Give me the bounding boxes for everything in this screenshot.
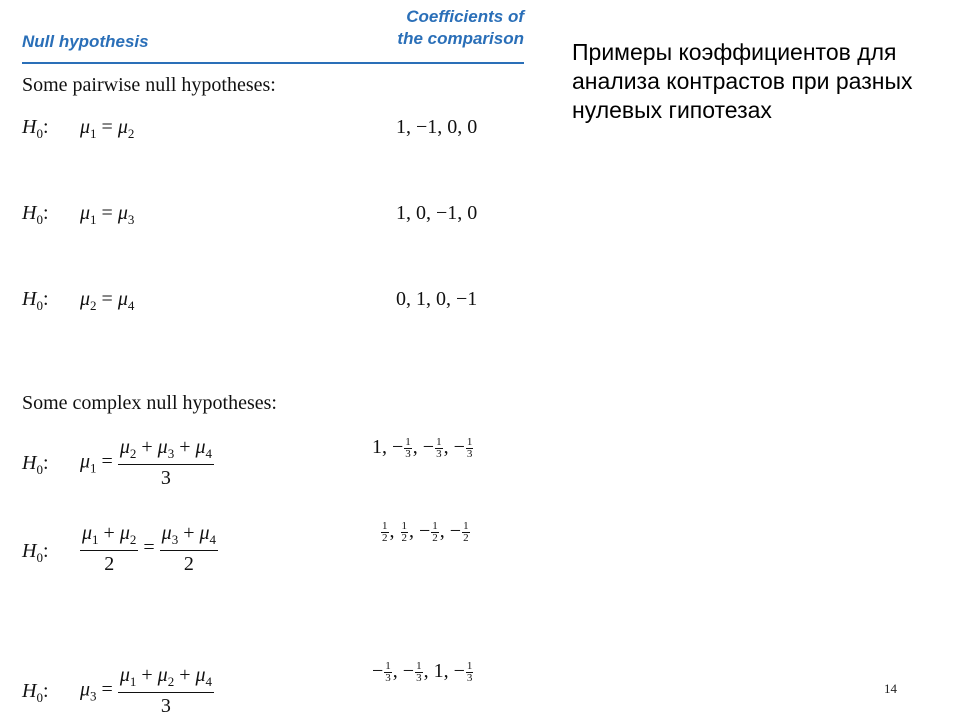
coefficients-header: [362, 6, 524, 50]
page-number: 14: [884, 681, 897, 696]
pairwise-equation-2: $\mu_1 = \mu_3$: [80, 202, 135, 227]
coefficients-header-line1: Coefficients of: [406, 7, 524, 26]
header-rule: [22, 62, 524, 64]
pairwise-section-title: Some pairwise null hypotheses:: [22, 74, 276, 96]
h0-label: $H_0$:: [22, 452, 49, 477]
complex-coefficients-3: − $\frac{1}{3}$ , − $\frac{1}{3}$ , 1, − $\frac{1}{3}$: [372, 659, 473, 684]
complex-equation-3: $\mu_3$ = $\frac{\mu_1 + \mu_2 + \mu_4}{3}$: [80, 664, 213, 717]
complex-coefficients-1: 1, − $\frac{1}{3}$ , − $\frac{1}{3}$ , − $\frac{1}{3}$: [372, 435, 473, 460]
complex-coefficients-2: $\frac{1}{2}$ , $\frac{1}{2}$ , − $\frac{1}{2}$ , − $\frac{1}{2}$: [382, 519, 469, 544]
h0-label: $H_0$:: [22, 540, 49, 565]
h0-label: $H_0$:: [22, 202, 49, 227]
fraction: $\frac{\mu_1 + \mu_2}{2}$: [82, 522, 137, 575]
coefficients-header-line2: the comparison: [397, 29, 524, 48]
pairwise-coefficients-2: 1, 0, −1, 0: [396, 202, 478, 224]
fraction: $\frac{\mu_3 + \mu_4}{2}$: [161, 522, 217, 575]
complex-equation-2: $\frac{\mu_1 + \mu_2}{2}$ = $\frac{\mu_3 + \mu_4}{2}$: [82, 522, 217, 575]
pairwise-equation-3: $\mu_2 = \mu_4$: [80, 288, 135, 313]
fraction: $\frac{\mu_2 + \mu_3 + \mu_4}{3}$: [119, 436, 213, 489]
pairwise-equation-1: $\mu_1 = \mu_2$: [80, 116, 135, 141]
fraction: $\frac{\mu_1 + \mu_2 + \mu_4}{3}$: [119, 664, 213, 717]
complex-section-title: Some complex null hypotheses:: [22, 392, 277, 414]
caption-russian: Примеры коэффициентов для анализа контрастов при разных нулевых гипотезах: [572, 39, 913, 123]
pairwise-coefficients-1: 1, −1, 0, 0: [396, 116, 478, 138]
h0-label: $H_0$:: [22, 680, 49, 705]
pairwise-coefficients-3: 0, 1, 0, −1: [396, 288, 478, 310]
null-hypothesis-header: Null hypothesis: [22, 32, 149, 51]
h0-label: $H_0$:: [22, 288, 49, 313]
complex-equation-1: $\mu_1$ = $\frac{\mu_2 + \mu_3 + \mu_4}{3}$: [80, 436, 213, 489]
h0-label: $H_0$:: [22, 116, 49, 141]
